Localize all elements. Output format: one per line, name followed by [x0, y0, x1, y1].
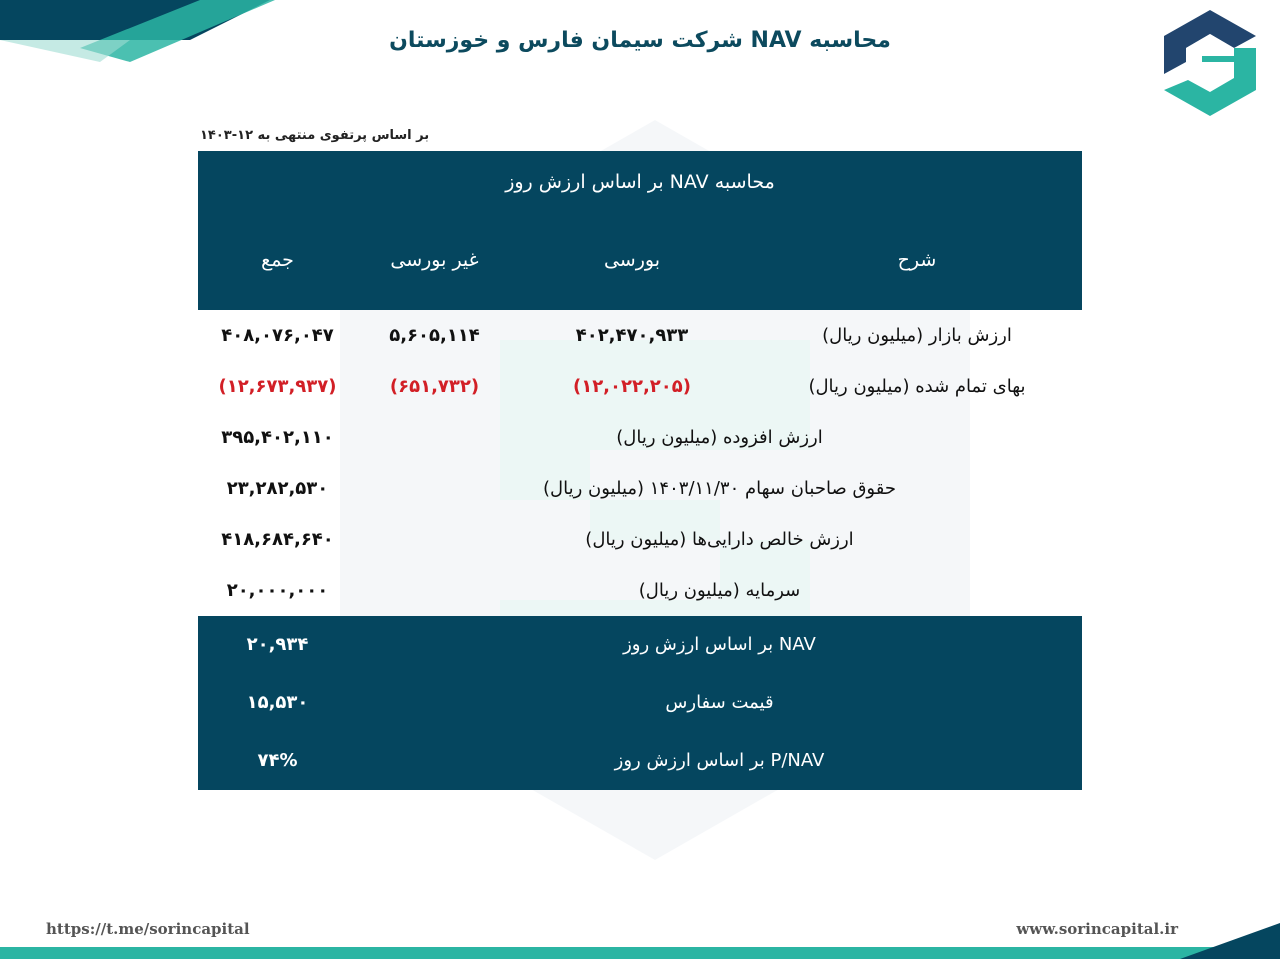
total-value: ۲۰,۰۰۰,۰۰۰	[226, 580, 329, 601]
portfolio-date-note: بر اساس پرتفوی منتهی به ۱۲-۱۴۰۳	[200, 128, 430, 143]
total-value: ۳۹۵,۴۰۲,۱۱۰	[221, 427, 334, 448]
col-head-nonbourse: غیر بورسی	[390, 249, 479, 271]
row-label: بهای تمام شده (میلیون ریال)	[808, 376, 1026, 397]
table-row	[198, 361, 1082, 412]
corner-decoration	[0, 0, 300, 70]
website-link[interactable]: www.sorincapital.ir	[1016, 920, 1178, 938]
table-row	[198, 732, 1082, 790]
nav-table	[198, 151, 1082, 790]
row-label: ارزش بازار (میلیون ریال)	[822, 325, 1012, 346]
col-head-desc: شرح	[897, 249, 937, 271]
table-row	[198, 616, 1082, 674]
table-row	[198, 514, 1082, 565]
page-title: محاسبه NAV شرکت سیمان فارس و خوزستان	[389, 28, 891, 53]
total-value: ۲۰,۹۳۴	[246, 634, 309, 655]
table-footer	[198, 616, 1082, 790]
total-value: ۷۴%	[257, 750, 298, 771]
table-row	[198, 463, 1082, 514]
nonbourse-value: (۶۵۱,۷۳۲)	[389, 376, 480, 397]
total-value: ۱۵,۵۳۰	[246, 692, 309, 713]
table-row	[198, 674, 1082, 732]
row-label: ارزش افزوده (میلیون ریال)	[616, 427, 823, 448]
nonbourse-value: ۵,۶۰۵,۱۱۴	[389, 325, 480, 346]
telegram-link[interactable]: https://t.me/sorincapital	[46, 920, 250, 938]
col-head-total: جمع	[261, 249, 294, 271]
table-row	[198, 412, 1082, 463]
row-label: ارزش خالص دارایی‌ها (میلیون ریال)	[585, 529, 854, 550]
row-label: سرمایه (میلیون ریال)	[638, 580, 801, 601]
row-label: قیمت سفارس	[665, 692, 774, 713]
row-label: حقوق صاحبان سهام ۱۴۰۳/۱۱/۳۰ (میلیون ریال)	[543, 478, 896, 499]
table-row	[198, 310, 1082, 361]
row-label: P/NAV بر اساس ارزش روز	[614, 750, 825, 771]
table-row	[198, 565, 1082, 616]
total-value: ۲۳,۲۸۲,۵۳۰	[226, 478, 329, 499]
total-value: (۱۲,۶۷۳,۹۳۷)	[218, 376, 337, 397]
total-value: ۴۱۸,۶۸۴,۶۴۰	[221, 529, 334, 550]
bourse-value: (۱۲,۰۲۲,۲۰۵)	[572, 376, 692, 397]
sorin-logo-icon	[1162, 8, 1258, 118]
table-title: محاسبه NAV بر اساس ارزش روز	[505, 171, 775, 193]
row-label: NAV بر اساس ارزش روز	[623, 634, 816, 655]
col-head-bourse: بورسی	[603, 249, 661, 271]
table-body	[198, 310, 1082, 616]
table-header	[198, 151, 1082, 310]
bourse-value: ۴۰۲,۴۷۰,۹۳۳	[575, 325, 689, 346]
total-value: ۴۰۸,۰۷۶,۰۴۷	[221, 325, 334, 346]
